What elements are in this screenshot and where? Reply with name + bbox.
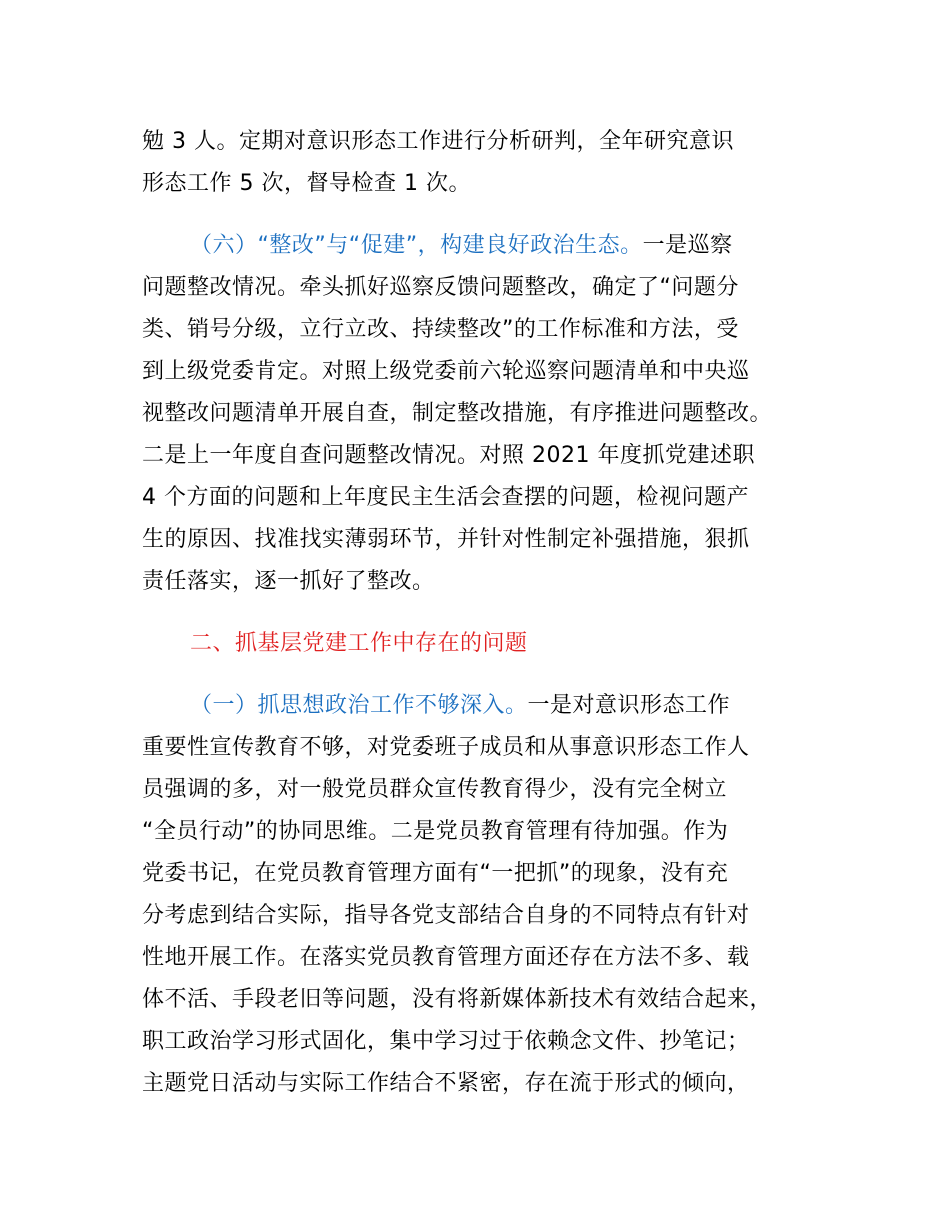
text-line: 到上级党委肯定。对照上级党委前六轮巡察问题清单和中央巡 [142,359,750,384]
text-line: 职工政治学习形式固化，集中学习过于依赖念文件、抄笔记； [142,1029,750,1054]
text-line: 员强调的多，对一般党员群众宣传教育得少，没有完全树立 [142,777,728,802]
text-line: “全员行动”的协同思维。二是党员教育管理有待加强。作为 [142,819,729,844]
text-line: 体不活、手段老旧等问题，没有将新媒体新技术有效结合起来， [142,987,773,1012]
text-line: 党委书记，在党员教育管理方面有“一把抓”的现象，没有充 [142,861,729,886]
subsection-heading: （一）抓思想政治工作不够深入。 [190,693,528,718]
text-line: 视整改问题清单开展自查，制定整改措施，有序推进问题整改。 [142,401,773,426]
text-line: 责任落实，逐一抓好了整改。 [142,569,435,594]
section-title: 二、抓基层党建工作中存在的问题 [190,631,528,656]
text-line: 类、销号分级，立行立改、持续整改”的工作标准和方法，受 [142,317,739,342]
text-line: 性地开展工作。在落实党员教育管理方面还存在方法不多、载 [142,945,750,970]
text-line: 重要性宣传教育不够，对党委班子成员和从事意识形态工作人 [142,735,750,760]
text-line: 主题党日活动与实际工作结合不紧密，存在流于形式的倾向， [142,1071,750,1096]
text-line: 分考虑到结合实际，指导各党支部结合自身的不同特点有针对 [142,903,750,928]
paragraph-first-line [190,691,730,721]
text-line: 形态工作 5 次，督导检查 1 次。 [142,171,471,196]
text-line: 生的原因、找准找实薄弱环节，并针对性制定补强措施，狠抓 [142,527,750,552]
paragraph-first-line [190,231,733,261]
text-line: 4 个方面的问题和上年度民主生活会查摆的问题，检视问题产 [142,485,749,510]
text-line: 勉 3 人。定期对意识形态工作进行分析研判，全年研究意识 [142,129,734,154]
text-line: 问题整改情况。牵头抓好巡察反馈问题整改，确定了“问题分 [142,275,739,300]
subsection-heading: （六）“整改”与“促建”，构建良好政治生态。 [190,233,643,258]
text-run: 一是对意识形态工作 [527,693,731,718]
text-line: 二是上一年度自查问题整改情况。对照 2021 年度抓党建述职 [142,443,755,468]
text-run: 一是巡察 [642,233,733,258]
